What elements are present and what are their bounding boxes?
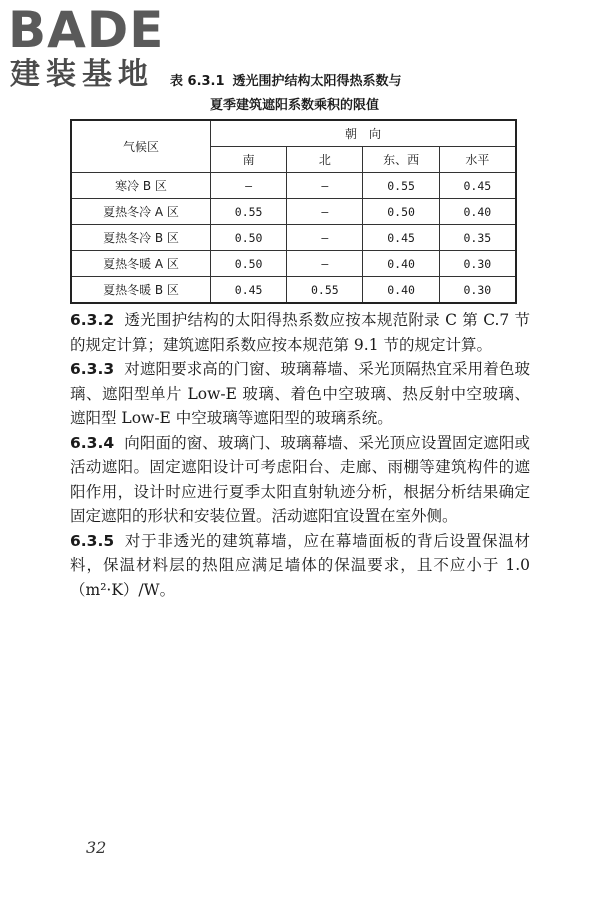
clause-text: 对于非透光的建筑幕墙，应在幕墙面板的背后设置保温材料，保温材料层的热阻应满足墙体的保温要求，且不应小于 1.0（m²·K）/W。 — [70, 531, 530, 599]
clause-paragraph — [70, 431, 530, 529]
value-cell: 0.45 — [363, 225, 439, 251]
value-cell: — — [287, 251, 363, 277]
zone-cell: 夏热冬冷 A 区 — [71, 199, 211, 225]
value-cell: 0.40 — [439, 199, 516, 225]
value-cell: 0.55 — [363, 173, 439, 199]
table-title-line-1: 透光围护结构太阳得热系数与 — [232, 74, 402, 89]
zone-cell: 寒冷 B 区 — [71, 173, 211, 199]
table-row — [71, 173, 516, 199]
value-cell: 0.50 — [211, 225, 287, 251]
direction-header: 东、西 — [363, 147, 439, 173]
direction-header: 北 — [287, 147, 363, 173]
zone-cell: 夏热冬暖 B 区 — [71, 277, 211, 304]
clause-number: 6.3.3 — [70, 360, 115, 378]
table-row — [71, 251, 516, 277]
clause-number: 6.3.5 — [70, 531, 115, 550]
table-title-line-2: 夏季建筑遮阳系数乘积的限值 — [210, 98, 380, 113]
page-number: 32 — [86, 838, 107, 857]
value-cell: 0.45 — [211, 277, 287, 304]
table-row — [71, 225, 516, 251]
clause-number: 6.3.2 — [70, 311, 115, 329]
value-cell: 0.50 — [211, 251, 287, 277]
value-cell: 0.40 — [363, 277, 439, 304]
clause-paragraph — [70, 357, 530, 431]
value-cell: — — [211, 173, 287, 199]
value-cell: — — [287, 199, 363, 225]
clause-text: 透光围护结构的太阳得热系数应按本规范附录 C 第 C.7 节的规定计算；建筑遮阳系数应按本规范第 9.1 节的规定计算。 — [70, 311, 530, 354]
zone-header: 气候区 — [71, 120, 211, 173]
value-cell: — — [287, 225, 363, 251]
value-cell: 0.45 — [439, 173, 516, 199]
value-cell: 0.40 — [363, 251, 439, 277]
table-row — [71, 199, 516, 225]
logo-text: BADE — [8, 1, 165, 59]
zone-cell: 夏热冬暖 A 区 — [71, 251, 211, 277]
table-row — [71, 277, 516, 304]
limits-table — [70, 119, 517, 304]
value-cell: 0.30 — [439, 251, 516, 277]
logo-subtext: 建装基地 — [10, 57, 154, 92]
orientation-header: 朝 向 — [211, 120, 517, 147]
clause-text: 对遮阳要求高的门窗、玻璃幕墙、采光顶隔热宜采用着色玻璃、遮阳型单片 Low-E 玻璃、着色中空玻璃、热反射中空玻璃、遮阳型 Low-E 中空玻璃等遮阳型的玻璃系统。 — [70, 360, 530, 427]
table-number: 表 6.3.1 — [170, 74, 225, 89]
value-cell: 0.50 — [363, 199, 439, 225]
zone-cell: 夏热冬冷 B 区 — [71, 225, 211, 251]
value-cell: 0.35 — [439, 225, 516, 251]
value-cell: 0.30 — [439, 277, 516, 304]
clause-paragraph — [70, 308, 530, 357]
clause-number: 6.3.4 — [70, 433, 115, 452]
direction-header: 水平 — [439, 147, 516, 173]
value-cell: — — [287, 173, 363, 199]
value-cell: 0.55 — [211, 199, 287, 225]
value-cell: 0.55 — [287, 277, 363, 304]
watermark-logo — [8, 1, 183, 96]
clause-paragraph — [70, 529, 530, 603]
clause-text: 向阳面的窗、玻璃门、玻璃幕墙、采光顶应设置固定遮阳或活动遮阳。固定遮阳设计可考虑阳台、走廊、雨棚等建筑构件的遮阳作用，设计时应进行夏季太阳直射轨迹分析，根据分析结果确定固定遮阳的形状和安装位置。活动遮阳宜设置在室外侧。 — [70, 433, 530, 525]
clause-list — [70, 308, 530, 602]
direction-header: 南 — [211, 147, 287, 173]
